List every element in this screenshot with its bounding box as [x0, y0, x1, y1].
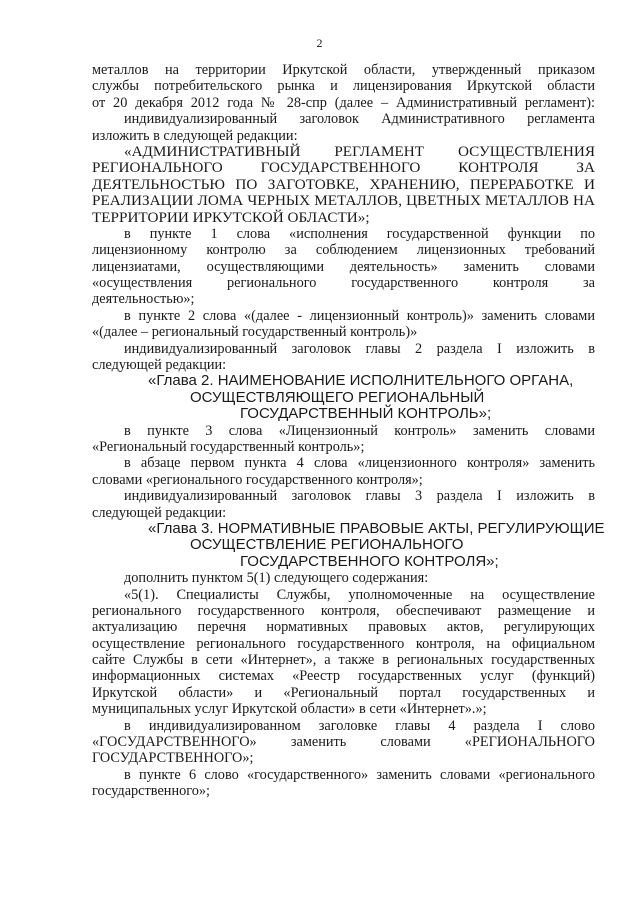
regulation-title-line: ТЕРРИТОРИИ ИРКУТСКОЙ ОБЛАСТИ»; [92, 208, 370, 226]
text-line: информационных системах «Реестр государственных услуг (функций) [92, 668, 595, 685]
text-line: актуализацию перечня нормативных правовых актов, регулирующих [92, 619, 595, 636]
text-line: службы потребительского рынка и лицензирования Иркутской области [92, 78, 595, 95]
text-line: Иркутской области» и «Региональный портал государственных и [92, 684, 595, 701]
chapter-heading-line: «Глава 3. НОРМАТИВНЫЕ ПРАВОВЫЕ АКТЫ, РЕГУЛИРУЮЩИЕ [148, 519, 605, 537]
text-line: индивидуализированный заголовок главы 2 раздела I изложить в [124, 340, 595, 357]
text-line: государственного»; [92, 783, 211, 800]
text-line: ГОСУДАРСТВЕННОГО»; [92, 750, 254, 767]
text-line: в пункте 6 слово «государственного» заменить словами «регионального [124, 766, 595, 783]
text-line: изложить в следующей редакции: [92, 127, 298, 144]
text-line: осуществление регионального государственного контроля, на официальном [92, 635, 595, 652]
text-line: в пункте 1 слова «исполнения государственной функции по [124, 225, 595, 242]
chapter-heading-line: ОСУЩЕСТВЛЕНИЕ РЕГИОНАЛЬНОГО [190, 536, 464, 554]
text-line: «(далее – региональный государственный контроль)» [92, 324, 418, 341]
text-line: «Региональный государственный контроль»; [92, 438, 365, 455]
text-line: муниципальных услуг Иркутской области» в сети «Интернет».»; [92, 701, 487, 718]
document-body [92, 62, 605, 800]
text-line: деятельностью»; [92, 291, 195, 308]
chapter-heading-line: «Глава 2. НАИМЕНОВАНИЕ ИСПОЛНИТЕЛЬНОГО ОРГАНА, [148, 372, 574, 390]
text-line: индивидуализированный заголовок Административного регламента [124, 111, 595, 128]
regulation-title-line: «АДМИНИСТРАТИВНЫЙ РЕГЛАМЕНТ ОСУЩЕСТВЛЕНИЯ [124, 142, 595, 160]
text-line: лицензиатами, осуществляющими деятельность» заменить словами [92, 258, 595, 275]
text-line: индивидуализированный заголовок главы 3 раздела I изложить в [124, 488, 595, 505]
chapter-heading-line: ГОСУДАРСТВЕННОГО КОНТРОЛЯ»; [240, 552, 499, 570]
text-line: в пункте 2 слова «(далее - лицензионный контроль)» заменить словами [124, 307, 595, 324]
text-line: следующей редакции: [92, 504, 227, 521]
regulation-title-line: РЕГИОНАЛЬНОГО ГОСУДАРСТВЕННОГО КОНТРОЛЯ ЗА [92, 159, 595, 177]
text-line: «ГОСУДАРСТВЕННОГО» заменить словами «РЕГИОНАЛЬНОГО [92, 734, 595, 751]
regulation-title-line: ДЕЯТЕЛЬНОСТЬЮ ПО ЗАГОТОВКЕ, ХРАНЕНИЮ, ПЕРЕРАБОТКЕ И [92, 175, 595, 193]
text-line: в пункте 3 слова «Лицензионный контроль» заменить словами [124, 422, 595, 439]
text-line: в абзаце первом пункта 4 слова «лицензионного контроля» заменить [124, 455, 595, 472]
text-line: «осуществления регионального государственного контроля за [92, 275, 595, 292]
regulation-title-line: РЕАЛИЗАЦИИ ЛОМА ЧЕРНЫХ МЕТАЛЛОВ, ЦВЕТНЫХ МЕТАЛЛОВ НА [92, 192, 595, 210]
text-line: следующей редакции: [92, 357, 227, 374]
text-line: металлов на территории Иркутской области, утвержденный приказом [92, 62, 595, 78]
text-line: «5(1). Специалисты Службы, уполномоченные на осуществление [124, 586, 595, 603]
page-number: 2 [316, 36, 323, 50]
text-line: дополнить пунктом 5(1) следующего содержания: [124, 570, 429, 587]
chapter-heading-line: ОСУЩЕСТВЛЯЮЩЕГО РЕГИОНАЛЬНЫЙ [190, 388, 485, 406]
text-line: лицензионному контролю за соблюдением лицензионных требований [92, 242, 595, 259]
text-line: в индивидуализированном заголовке главы 4 раздела I слово [124, 717, 595, 734]
text-line: словами «регионального государственного контроля»; [92, 471, 423, 488]
text-line: регионального государственного контроля, обеспечивают размещение и [92, 602, 595, 619]
text-line: сайте Службы в сети «Интернет», а также в региональных государственных [92, 652, 595, 669]
text-line: от 20 декабря 2012 года № 28-спр (далее – Административный регламент): [92, 94, 595, 111]
chapter-heading-line: ГОСУДАРСТВЕННЫЙ КОНТРОЛЬ»; [240, 405, 492, 423]
